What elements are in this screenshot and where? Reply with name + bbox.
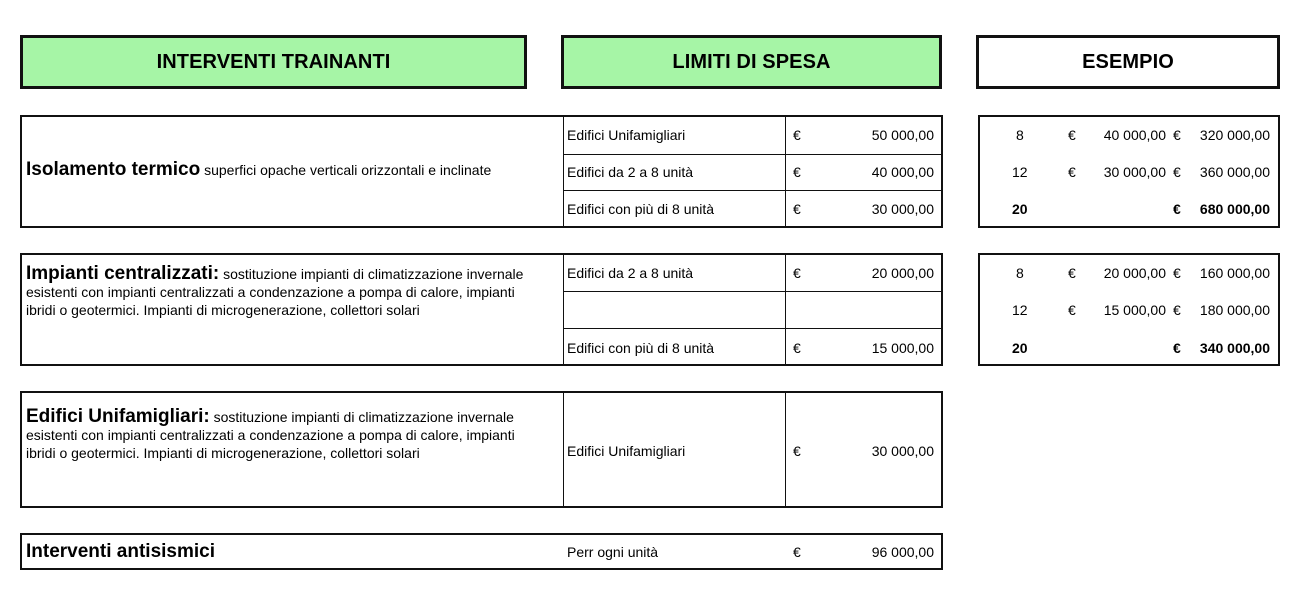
row-label: Perr ogni unità (567, 544, 659, 560)
example-count: 8 (1016, 127, 1024, 143)
header-limiti-di-spesa (561, 35, 942, 89)
section-title: Impianti centralizzati: (26, 263, 220, 284)
row-label: Edifici con più di 8 unità (567, 340, 715, 356)
row-amount: 30 000,00 (871, 443, 934, 459)
row-label: Edifici Unifamigliari (567, 443, 686, 459)
header-label: INTERVENTI TRAINANTI (156, 50, 391, 73)
example-total: 680 000,00 (1199, 201, 1270, 217)
example-total: 160 000,00 (1199, 265, 1270, 281)
row-label: Edifici Unifamigliari (567, 127, 686, 143)
example-total: 180 000,00 (1199, 302, 1270, 318)
currency-symbol: € (793, 340, 801, 356)
example-unit: 20 000,00 (1103, 265, 1166, 281)
section-desc-text: sostituzione impianti di climatizzazione invernale esistenti con impianti centralizzati a condenzazione a pompa di calore, impianti ibridi o geotermici. Impianti di microgenerazione, collettori solari (26, 266, 524, 318)
example-impianti-centralizzati (978, 253, 1280, 366)
section-edifici-unifamigliari (20, 391, 943, 508)
row-amount: 15 000,00 (871, 340, 934, 356)
currency-symbol: € (1173, 340, 1181, 356)
currency-symbol: € (793, 127, 801, 143)
currency-symbol: € (1068, 164, 1076, 180)
example-count: 12 (1012, 302, 1028, 318)
section-desc-text: sostituzione impianti di climatizzazione invernale esistenti con impianti centralizzati a condenzazione a pompa di calore, impianti ibridi o geotermici. Impianti di microgenerazione, collettori solari (26, 409, 515, 461)
currency-symbol: € (1173, 302, 1181, 318)
section-interventi-antisismici (20, 533, 943, 570)
currency-symbol: € (793, 265, 801, 281)
header-label: LIMITI DI SPESA (672, 50, 831, 73)
currency-symbol: € (1173, 265, 1181, 281)
currency-symbol: € (1173, 201, 1181, 217)
row-amount: 20 000,00 (871, 265, 934, 281)
currency-symbol: € (793, 201, 801, 217)
currency-symbol: € (793, 164, 801, 180)
example-total: 340 000,00 (1199, 340, 1270, 356)
section-title: Interventi antisismici (26, 541, 216, 562)
example-unit: 15 000,00 (1103, 302, 1166, 318)
example-total: 320 000,00 (1199, 127, 1270, 143)
example-count: 12 (1012, 164, 1028, 180)
row-amount: 30 000,00 (871, 201, 934, 217)
example-total: 360 000,00 (1199, 164, 1270, 180)
currency-symbol: € (1173, 164, 1181, 180)
section-description (22, 161, 563, 179)
section-title: Edifici Unifamigliari: (26, 406, 210, 427)
header-interventi-trainanti (20, 35, 527, 89)
currency-symbol: € (1068, 265, 1076, 281)
row-label: Edifici da 2 a 8 unità (567, 164, 694, 180)
row-label: Edifici con più di 8 unità (567, 201, 715, 217)
currency-symbol: € (1068, 127, 1076, 143)
currency-symbol: € (793, 544, 801, 560)
example-isolamento-termico (978, 115, 1280, 228)
section-desc-text: superfici opache verticali orizzontali e inclinate (200, 162, 492, 178)
header-esempio (976, 35, 1280, 89)
example-unit: 40 000,00 (1103, 127, 1166, 143)
row-amount: 96 000,00 (871, 544, 934, 560)
section-impianti-centralizzati (20, 253, 943, 366)
row-label: Edifici da 2 a 8 unità (567, 265, 694, 281)
example-unit: 30 000,00 (1103, 164, 1166, 180)
example-count: 20 (1012, 201, 1028, 217)
example-count: 8 (1016, 265, 1024, 281)
row-amount: 50 000,00 (871, 127, 934, 143)
section-description (22, 408, 532, 462)
section-description (22, 265, 542, 319)
section-title: Isolamento termico (26, 159, 201, 180)
header-label: ESEMPIO (1082, 50, 1174, 73)
currency-symbol: € (1068, 302, 1076, 318)
currency-symbol: € (1173, 127, 1181, 143)
currency-symbol: € (793, 443, 801, 459)
row-amount: 40 000,00 (871, 164, 934, 180)
example-count: 20 (1012, 340, 1028, 356)
section-isolamento-termico (20, 115, 943, 228)
